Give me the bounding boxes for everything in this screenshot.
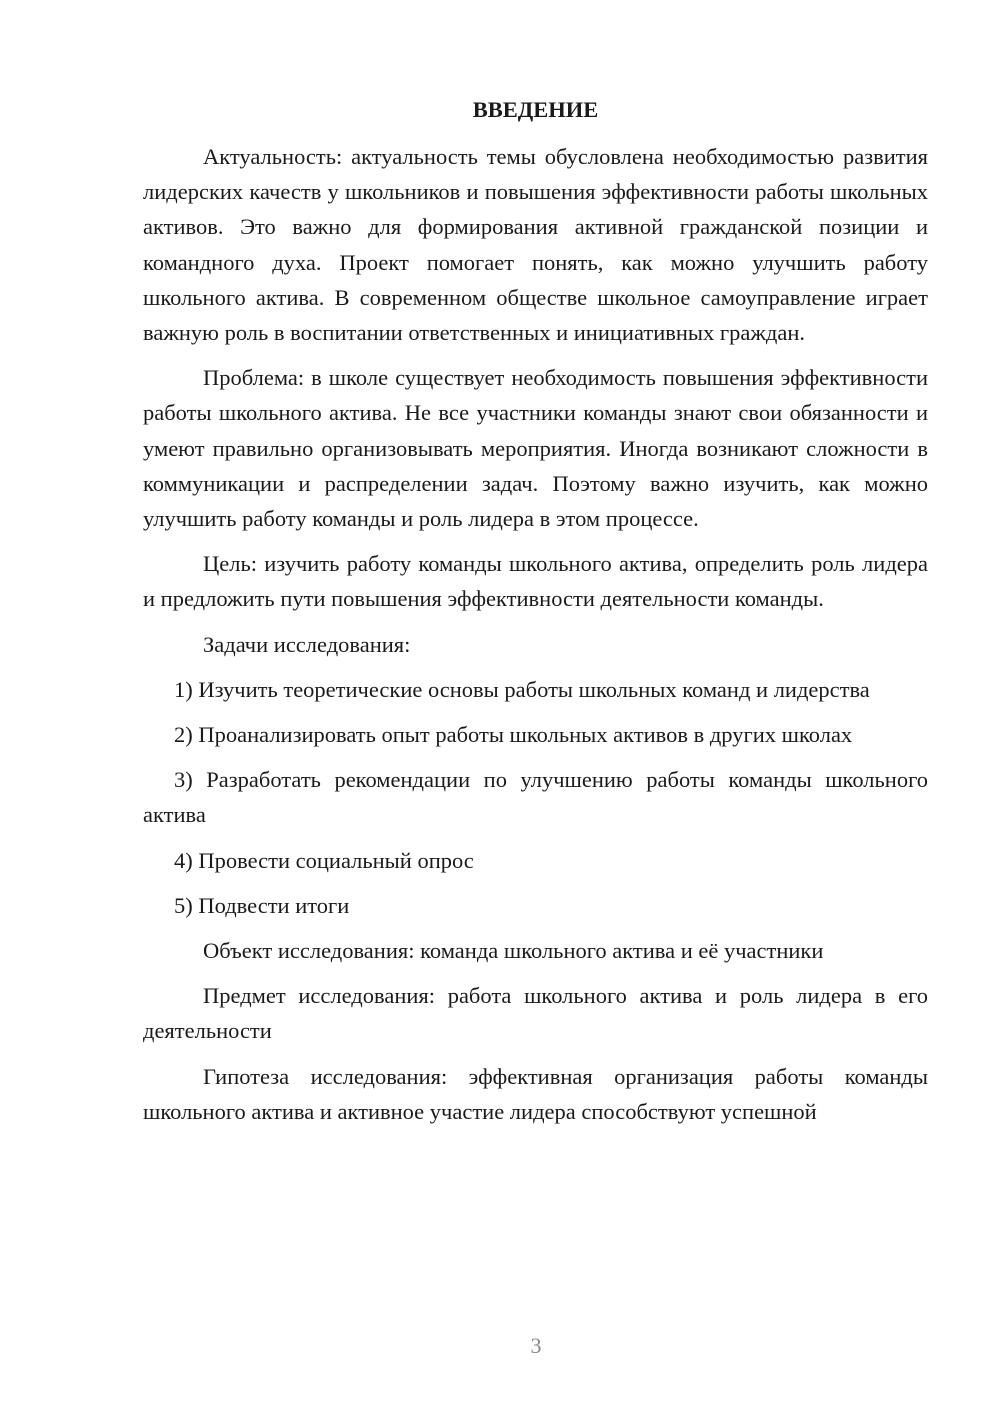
task-item: 5) Подвести итоги [174, 892, 350, 918]
paragraph-relevance: Актуальность: актуальность темы обусловлена необходимостью развития лидерских качеств у школьников и повышения эффективности работы школьных активов. Это важно для формирования активной гражданской позиции и командного духа. Проект помогает понять, как можно улучшить работу школьного актива. В современном обществе школьное самоуправление играет важную роль в воспитании ответственных и инициативных граждан. [143, 144, 928, 346]
paragraph-tasks-intro: Задачи исследования: [203, 631, 411, 657]
page-number: 3 [530, 1333, 542, 1358]
task-item: 1) Изучить теоретические основы работы школьных команд и лидерства [174, 676, 870, 702]
paragraph-problem: Проблема: в школе существует необходимость повышения эффективности работы школьного актива. Не все участники команды знают свои обязанности и умеют правильно организовывать мероприятия. Иногда возникают сложности в коммуникации и распределении задач. Поэтому важно изучить, как можно улучшить работу команды и роль лидера в этом процессе. [143, 365, 928, 532]
section-heading: ВВЕДЕНИЕ [472, 97, 599, 122]
task-item: 4) Провести социальный опрос [174, 847, 474, 873]
task-item: 2) Проанализировать опыт работы школьных активов в других школах [174, 722, 853, 748]
page-content [143, 92, 928, 1139]
paragraph-subject: Предмет исследования: работа школьного актива и роль лидера в его деятельности [143, 983, 928, 1044]
paragraph-hypothesis: Гипотеза исследования: эффективная организация работы команды школьного актива и активное участие лидера способствуют успешной [143, 1063, 928, 1124]
task-item: 3) Разработать рекомендации по улучшению работы команды школьного актива [143, 767, 928, 828]
paragraph-goal: Цель: изучить работу команды школьного актива, определить роль лидера и предложить пути повышения эффективности деятельности команды. [143, 551, 928, 612]
paragraph-object: Объект исследования: команда школьного актива и её участники [203, 938, 824, 964]
